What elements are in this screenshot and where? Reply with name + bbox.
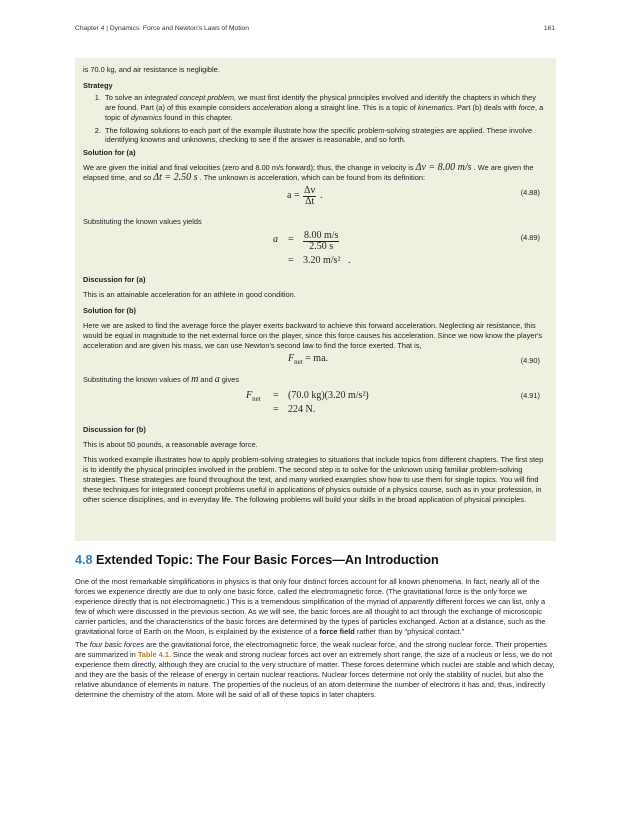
eq-dot: . <box>320 190 323 202</box>
eq-lhs <box>246 391 261 405</box>
eq-equals: = <box>273 404 279 416</box>
text-run: dynamics <box>130 112 163 122</box>
eq-lhs <box>288 354 328 368</box>
table-link[interactable]: Table 4.1 <box>137 650 169 660</box>
section-title-text: Extended Topic: The Four Basic Forces—An Introduction <box>92 553 439 567</box>
closing-text: This worked example illustrates how to apply problem-solving strategies to situations that include topics from different chapters. The first step is to identify the physical principles involved in the problem. The second step is to solve for the unknown using familiar problem-solving strategies. These strategies are found throughout the text, and many worked examples show how to use them for single topics. You will find these techniques for integrated concept problems useful in applications of physics outside of a physics course, such as in your profession, in other science disciplines, and in everyday life. The following problems will build your skills in the broad application of physical principles. <box>83 455 544 504</box>
eq-result: 3.20 m/s² <box>303 254 341 266</box>
solution-a-text <box>83 163 548 183</box>
strategy-heading: Strategy <box>83 80 113 90</box>
frac-num: 8.00 m/s <box>304 229 339 241</box>
text-run: . We are given the elapsed time, and so <box>83 163 534 183</box>
frac-den: Δt <box>305 196 315 208</box>
strategy-item-2: 2. The following solutions to each part of the example illustrate how the specific problem-solving strategies are applied. These involve identifying knowns and unknowns, checking to see if the answer is reasonable, and so forth. <box>103 126 548 146</box>
frac-den: 2.50 s <box>309 240 334 252</box>
text-run: different forces we can list, only a few of which were discussed in the previous section. As we will see, the basic forces are all thought to act through the exchange of microscopic carrier particles, and the characteristics of the basic forces are determined by the types of particles exchanged. Action at a distance, such as the gravitational force of Earth on the Moon, is explained by the existence of a <box>75 596 546 636</box>
eq-lhs: a <box>273 233 278 245</box>
text-run: gives <box>219 375 240 385</box>
equation-label: (4.89) <box>520 232 540 242</box>
solution-a-heading: Solution for (a) <box>83 148 136 158</box>
text-run: The <box>75 640 90 650</box>
discussion-b-heading: Discussion for (b) <box>83 425 146 435</box>
section-body <box>75 577 556 704</box>
running-header: Chapter 4 | Dynamics: Force and Newton's Laws of Motion <box>75 25 249 32</box>
page-number: 161 <box>543 25 555 32</box>
text-run: To solve an <box>105 92 145 102</box>
text-run: . The unknown is acceleration, which can be found from its definition: <box>197 173 426 183</box>
text-run: found in this chapter. <box>162 112 233 122</box>
strategy-item-1 <box>103 93 548 123</box>
text-run: kinematics <box>417 102 453 112</box>
text-run: we must first identify the physical principles involved and identify the chapters in which they are found. Part (a) of this example considers <box>105 92 536 112</box>
eq-equals: = <box>288 233 294 245</box>
solution-b-text: Here we are asked to find the average force the player exerts backward to achieve this forward acceleration. Neglecting air resistance, this would be equal in magnitude to the net external force on the player, since this force causes his acceleration. Since we now know the player's acceleration and are given his mass, we can use Newton's second law to find the force exerted. That is, <box>83 320 543 350</box>
discussion-a-heading: Discussion for (a) <box>83 274 146 284</box>
equation-4-90 <box>83 354 548 370</box>
fraction <box>303 186 316 207</box>
strategy-list <box>83 93 548 146</box>
discussion-a-text: This is an attainable acceleration for an athlete in good condition. <box>83 289 296 299</box>
eq-lhs: a = <box>287 190 300 202</box>
solution-b-heading: Solution for (b) <box>83 305 136 315</box>
discussion-b-text: This is about 50 pounds, a reasonable average force. <box>83 440 258 450</box>
paragraph-2 <box>75 640 556 699</box>
eq-rhs: (70.0 kg)(3.20 m/s²) <box>288 390 369 402</box>
eq-rhs: = ma. <box>302 353 329 365</box>
equation-4-91 <box>83 389 548 419</box>
text-run: One of the most remarkable simplifications in physics is that only four distinct forces account for all known phenomena. In fact, nearly all of the forces we experience directly are due to only one basic force, called the electromagnetic force. (The gravitational force is the only force we experience directly that is not electromagnetic.) This is a tremendous simplification of the myriad of <box>75 577 540 606</box>
eq-subscript: net <box>294 358 303 367</box>
math-inline: Δv = 8.00 m/s <box>415 162 472 174</box>
key-term: force field <box>319 626 355 636</box>
equation-4-89 <box>83 231 548 269</box>
paragraph-1 <box>75 577 556 636</box>
frac-num: Δv <box>304 185 316 197</box>
eq-equals: = <box>273 390 279 402</box>
equation-label: (4.91) <box>520 391 540 401</box>
math-inline: m <box>191 374 199 386</box>
equation-label: (4.88) <box>520 188 540 198</box>
text-run: rather than by "physical contact." <box>354 626 465 636</box>
text-run: are the gravitational force, the electromagnetic force, the weak nuclear force, and the strong nuclear force. Their properties are summarized in <box>75 640 547 660</box>
text-run: integrated concept problem, <box>144 92 237 102</box>
eq-dot: . <box>348 254 351 266</box>
text-run: We are given the initial and final velocities (zero and 8.00 m/s forward); thus, the change in velocity is <box>83 163 416 173</box>
key-term: four basic forces <box>89 640 145 650</box>
text-run: Substituting the known values of <box>83 375 192 385</box>
text-run: , a topic of <box>105 102 544 122</box>
text-run: and <box>198 375 215 385</box>
text-run: . Part (b) deals with <box>452 102 519 112</box>
worked-example-box <box>75 58 556 541</box>
text-run: along a straight line. This is a topic of <box>292 102 418 112</box>
equation-4-88 <box>83 186 548 212</box>
example-intro-tail: is 70.0 kg, and air resistance is negligible. <box>83 65 220 74</box>
text-run: force <box>518 102 535 112</box>
fraction <box>303 231 339 252</box>
eq-equals: = <box>288 254 294 266</box>
eq-symbol: F <box>246 390 253 402</box>
eq-symbol: F <box>288 353 295 365</box>
substitute-text-2 <box>83 375 548 385</box>
section-number: 4.8 <box>75 553 93 567</box>
eq-result: 224 N. <box>288 404 316 416</box>
text-run: acceleration <box>252 102 293 112</box>
equation-label: (4.90) <box>520 356 540 366</box>
section-title <box>75 553 439 567</box>
math-inline: Δt = 2.50 s <box>153 172 198 184</box>
eq-subscript: net <box>252 395 261 404</box>
substitute-text: Substituting the known values yields <box>83 217 202 227</box>
text-run: apparently <box>399 596 434 606</box>
math-inline: a <box>214 374 220 386</box>
text-run: . Since the weak and strong nuclear forces act over an extremely short range, the size of a nucleus or less, we do not experience them directly, although they are crucial to the very structure of matter. These forces determine which nuclei are stable and which decay, and they are the basis of the release of energy in certain nuclear reactions. Nuclear forces determine not only the stability of nuclei, but also the relative abundance of elements in nature. The properties of the nucleus of an atom determine the number of electrons it has and, thus, indirectly determine the chemistry of the atom. More will be said of all of these topics in later chapters. <box>75 650 555 699</box>
